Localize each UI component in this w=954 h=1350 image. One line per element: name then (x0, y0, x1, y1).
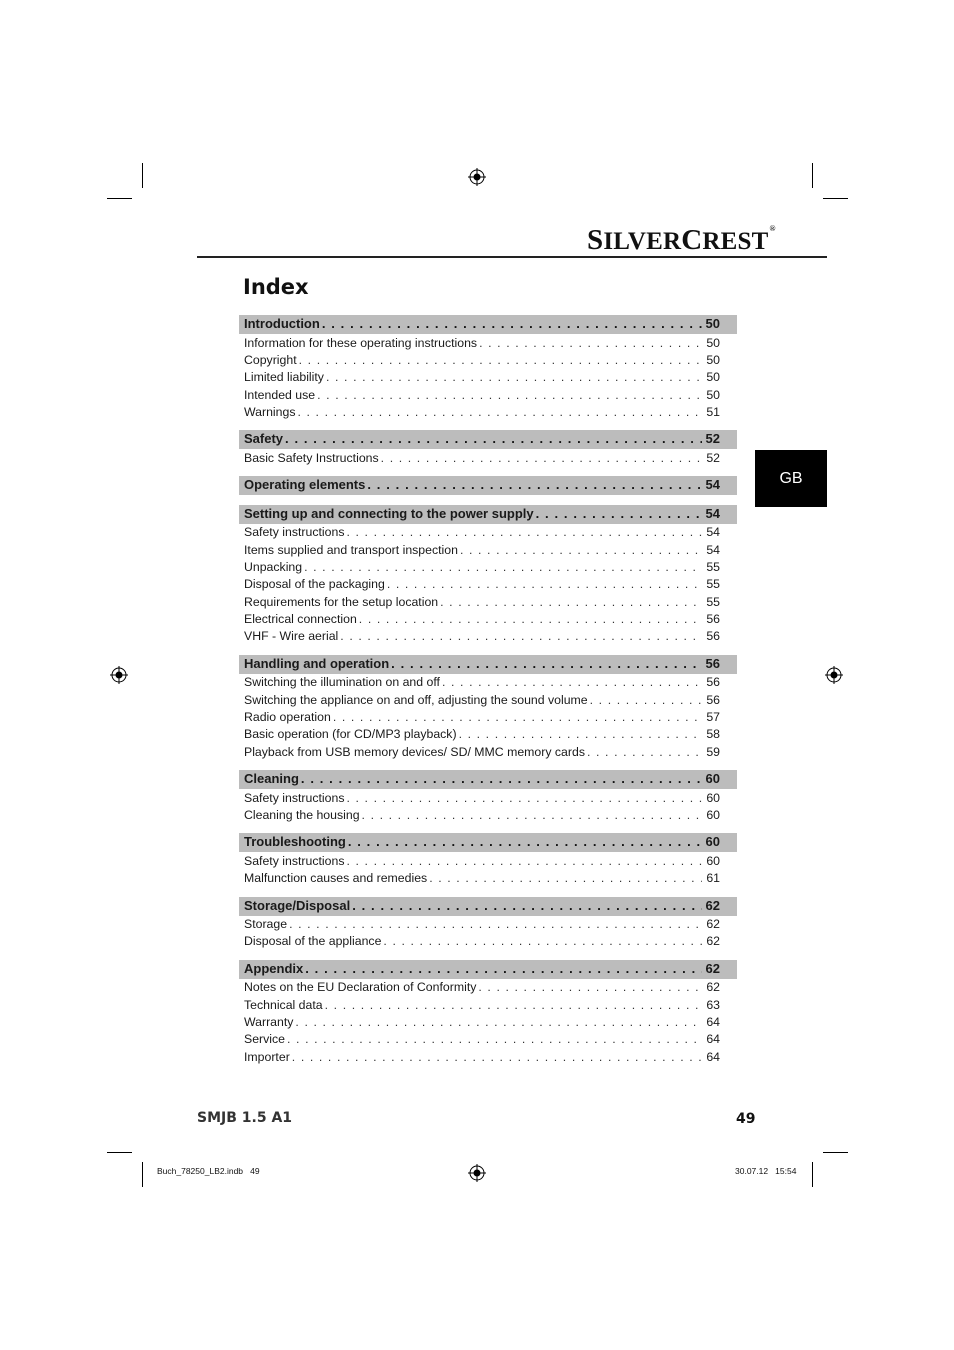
toc-entry-title: Storage (244, 917, 288, 931)
toc-entry-page: 64 (706, 1032, 720, 1046)
toc-section-page: 50 (705, 316, 720, 331)
toc-entry-page: 62 (706, 980, 720, 994)
toc-entry-page: 57 (706, 710, 720, 724)
toc-entry[interactable] (244, 998, 720, 1015)
toc-entry-page: 56 (706, 693, 720, 707)
toc-entry-title: Electrical connection (244, 612, 357, 626)
toc-entry[interactable] (244, 595, 720, 612)
toc-section-title: Operating elements (244, 477, 366, 492)
page-title: Index (243, 275, 309, 299)
toc-entry-page: 50 (706, 388, 720, 402)
toc-entry-title: Intended use (244, 388, 316, 402)
toc-leader (304, 560, 702, 574)
toc-leader (352, 898, 702, 913)
toc-section-title: Setting up and connecting to the power supply (244, 506, 534, 521)
toc-entry-page: 54 (706, 525, 720, 539)
toc-leader (305, 961, 702, 976)
toc-section-title: Introduction (244, 316, 320, 331)
crop-mark (142, 1162, 143, 1187)
toc-entry-page: 55 (706, 577, 720, 591)
toc-entry-title: Cleaning the housing (244, 808, 360, 822)
toc-section-title: Troubleshooting (244, 834, 346, 849)
toc-section-heading[interactable] (239, 770, 737, 789)
toc-section-heading[interactable] (239, 505, 737, 524)
toc-entry-page: 61 (706, 871, 720, 885)
toc-leader (346, 791, 702, 805)
toc-entry[interactable] (244, 727, 720, 744)
toc-leader (587, 745, 702, 759)
toc-entry[interactable] (244, 560, 720, 577)
toc-entry-page: 52 (706, 451, 720, 465)
header-divider (197, 256, 827, 258)
toc-entry[interactable] (244, 675, 720, 692)
toc-entry[interactable] (244, 370, 720, 387)
toc-entry[interactable] (244, 980, 720, 997)
footer-page-number: 49 (736, 1111, 756, 1127)
toc-entry[interactable] (244, 745, 720, 762)
toc-entry[interactable] (244, 1032, 720, 1049)
toc-leader (295, 1015, 702, 1029)
toc-entry-page: 60 (706, 808, 720, 822)
toc-entry-title: Malfunction causes and remedies (244, 871, 428, 885)
toc-entry-title: Basic operation (for CD/MP3 playback) (244, 727, 457, 741)
toc-entry[interactable] (244, 543, 720, 560)
toc-leader (440, 595, 702, 609)
toc-entry-title: Information for these operating instructions (244, 336, 478, 350)
toc-leader (301, 771, 702, 786)
toc-section-title: Cleaning (244, 771, 299, 786)
toc-entry-title: Playback from USB memory devices/ SD/ MMC memory cards (244, 745, 585, 759)
toc-entry-title: Switching the illumination on and off (244, 675, 440, 689)
language-tab-label: GB (779, 469, 803, 487)
toc-leader (381, 451, 702, 465)
toc-entry-page: 56 (706, 612, 720, 626)
toc-leader (478, 980, 702, 994)
toc-leader (285, 431, 702, 446)
toc-entry-page: 50 (706, 353, 720, 367)
toc-section-page: 62 (705, 898, 720, 913)
registration-mark-icon (468, 1164, 486, 1182)
toc-entry-title: Technical data (244, 998, 323, 1012)
print-slug-date: 30.07.12 15:54 (735, 1166, 797, 1176)
toc-section-page: 62 (705, 961, 720, 976)
toc-entry-page: 60 (706, 791, 720, 805)
toc-entry-title: Disposal of the packaging (244, 577, 385, 591)
toc-entry-page: 64 (706, 1050, 720, 1064)
toc-entry-title: VHF - Wire aerial (244, 629, 339, 643)
toc-entry[interactable] (244, 388, 720, 405)
toc-leader (346, 525, 702, 539)
toc-section-title: Storage/Disposal (244, 898, 351, 913)
toc-leader (442, 675, 702, 689)
toc-leader (383, 934, 702, 948)
toc-leader (322, 316, 702, 331)
toc-leader (479, 336, 702, 350)
toc-section-page: 56 (705, 656, 720, 671)
toc-entry-page: 58 (706, 727, 720, 741)
toc-entry-title: Disposal of the appliance (244, 934, 382, 948)
toc-section-heading[interactable] (239, 430, 737, 449)
crop-mark (107, 198, 132, 199)
toc-entry-page: 51 (706, 405, 720, 419)
toc-entry[interactable] (244, 353, 720, 370)
toc-entry-page: 63 (706, 998, 720, 1012)
toc-entry[interactable] (244, 710, 720, 727)
toc-section-page: 52 (705, 431, 720, 446)
toc-section-title: Handling and operation (244, 656, 390, 671)
toc-section-heading[interactable] (239, 960, 737, 979)
toc-entry-title: Notes on the EU Declaration of Conformity (244, 980, 477, 994)
toc-leader (299, 353, 702, 367)
toc-leader (459, 727, 702, 741)
toc-section-page: 60 (705, 771, 720, 786)
footer-model: SMJB 1.5 A1 (197, 1110, 293, 1126)
toc-entry[interactable] (244, 1050, 720, 1067)
toc-entry-title: Unpacking (244, 560, 303, 574)
toc-entry-page: 55 (706, 560, 720, 574)
toc-leader (460, 543, 702, 557)
toc-entry[interactable] (244, 451, 720, 468)
toc-leader (297, 405, 702, 419)
toc-entry[interactable] (244, 871, 720, 888)
crop-mark (823, 198, 848, 199)
toc-entry[interactable] (244, 917, 720, 934)
toc-section-title: Appendix (244, 961, 304, 976)
registration-mark-icon (110, 666, 128, 684)
toc-entry-page: 50 (706, 336, 720, 350)
toc-leader (287, 1032, 702, 1046)
toc-entry-page: 64 (706, 1015, 720, 1029)
toc-section-heading[interactable] (239, 833, 737, 852)
toc-entry-title: Copyright (244, 353, 297, 367)
toc-leader (387, 577, 702, 591)
toc-leader (317, 388, 702, 402)
toc-leader (367, 477, 702, 492)
toc-leader (289, 917, 702, 931)
toc-entry[interactable] (244, 808, 720, 825)
toc-entry-title: Warranty (244, 1015, 294, 1029)
toc-entry-title: Importer (244, 1050, 290, 1064)
toc-entry-title: Basic Safety Instructions (244, 451, 379, 465)
crop-mark (812, 1162, 813, 1187)
toc-leader (359, 612, 702, 626)
brand-logo: SILVERCREST® (587, 224, 776, 256)
toc-entry-title: Safety instructions (244, 791, 345, 805)
toc-section-page: 60 (705, 834, 720, 849)
toc-entry-title: Radio operation (244, 710, 331, 724)
toc-entry[interactable] (244, 1015, 720, 1032)
crop-mark (823, 1152, 848, 1153)
toc-entry-page: 50 (706, 370, 720, 384)
toc-leader (325, 998, 702, 1012)
toc-entry-title: Service (244, 1032, 286, 1046)
toc-entry-title: Requirements for the setup location (244, 595, 439, 609)
toc-entry-page: 55 (706, 595, 720, 609)
toc-entry-page: 62 (706, 917, 720, 931)
toc-section-page: 54 (705, 477, 720, 492)
toc-section-title: Safety (244, 431, 284, 446)
toc-entry-title: Items supplied and transport inspection (244, 543, 458, 557)
toc-section-heading[interactable] (239, 315, 737, 334)
toc-entry[interactable] (244, 934, 720, 951)
toc-leader (536, 506, 702, 521)
toc-entry-title: Safety instructions (244, 854, 345, 868)
crop-mark (107, 1152, 132, 1153)
toc-entry-page: 56 (706, 675, 720, 689)
toc-entry[interactable] (244, 336, 720, 353)
toc-entry[interactable] (244, 405, 720, 422)
print-slug-file: Buch_78250_LB2.indb 49 (157, 1166, 260, 1176)
toc-entry[interactable] (244, 612, 720, 629)
toc-leader (590, 693, 702, 707)
toc-leader (429, 871, 702, 885)
registration-mark-icon (468, 168, 486, 186)
toc-entry-title: Warnings (244, 405, 296, 419)
toc-leader (340, 629, 702, 643)
toc-section-page: 54 (705, 506, 720, 521)
toc-leader (326, 370, 702, 384)
toc-entry[interactable] (244, 525, 720, 542)
toc-entry-page: 62 (706, 934, 720, 948)
toc-entry-title: Limited liability (244, 370, 324, 384)
toc-leader (333, 710, 702, 724)
crop-mark (812, 163, 813, 188)
toc-entry-page: 60 (706, 854, 720, 868)
registration-mark-icon (825, 666, 843, 684)
toc-entry[interactable] (244, 854, 720, 871)
toc-entry-title: Safety instructions (244, 525, 345, 539)
toc-entry-page: 59 (706, 745, 720, 759)
toc-leader (362, 808, 702, 822)
toc-entry-title: Switching the appliance on and off, adjusting the sound volume (244, 693, 588, 707)
toc-leader (292, 1050, 702, 1064)
toc-entry[interactable] (244, 693, 720, 710)
crop-mark (142, 163, 143, 188)
toc-entry[interactable] (244, 629, 720, 646)
toc-section-heading[interactable] (239, 476, 737, 495)
toc-entry-page: 54 (706, 543, 720, 557)
toc-section-heading[interactable] (239, 655, 737, 674)
toc-leader (346, 854, 702, 868)
language-tab (755, 450, 827, 507)
toc-entry-page: 56 (706, 629, 720, 643)
toc-leader (391, 656, 702, 671)
toc-entry[interactable] (244, 791, 720, 808)
toc-leader (348, 834, 702, 849)
toc-section-heading[interactable] (239, 897, 737, 916)
toc-entry[interactable] (244, 577, 720, 594)
